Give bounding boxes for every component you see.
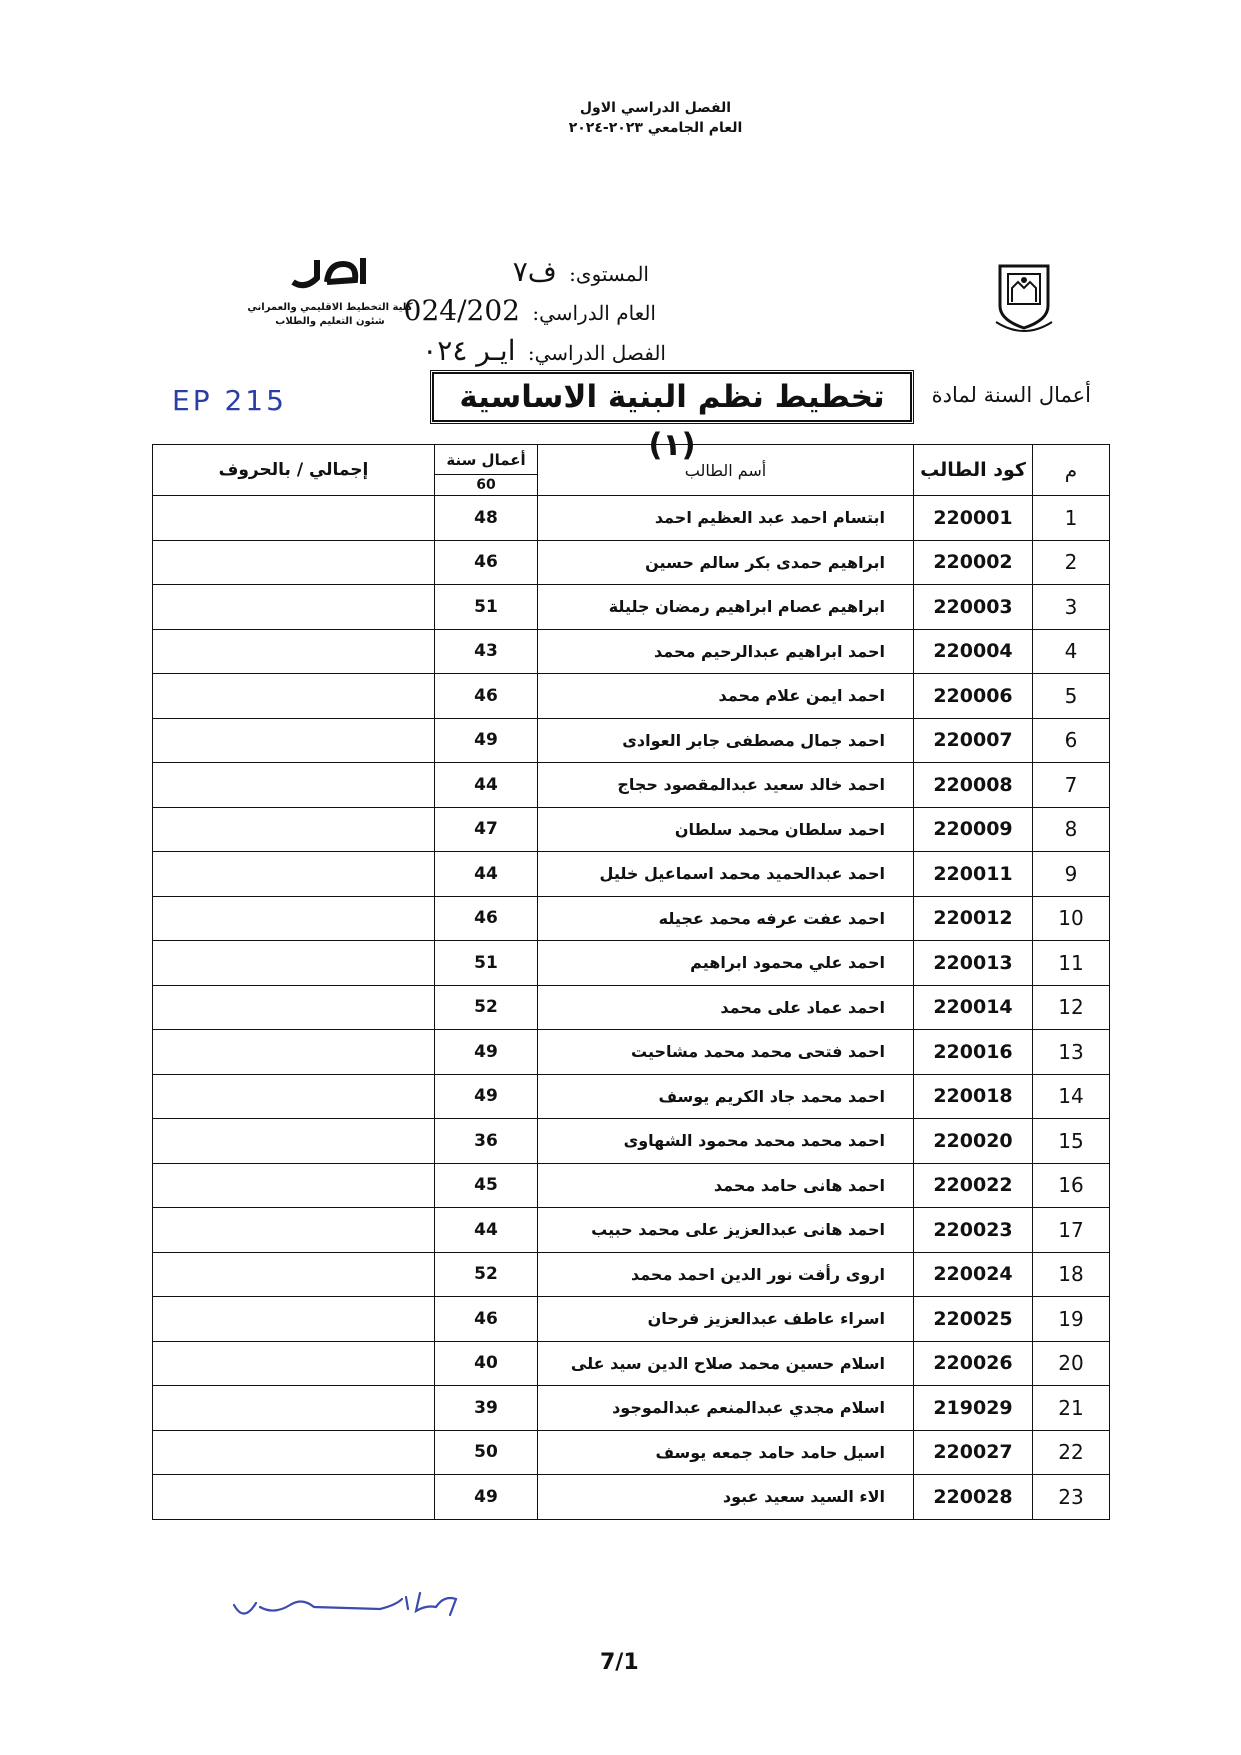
row-mark: 44: [435, 1208, 538, 1253]
row-student-name: اروى رأفت نور الدين احمد محمد: [538, 1252, 914, 1297]
row-mark: 46: [435, 540, 538, 585]
row-index: 3: [1033, 585, 1110, 630]
row-student-code: 220013: [914, 941, 1033, 986]
row-mark: 44: [435, 763, 538, 808]
row-total: [153, 1386, 435, 1431]
table-row: [153, 852, 1110, 897]
row-index: 11: [1033, 941, 1110, 986]
row-student-name: احمد ابراهيم عبدالرحيم محمد: [538, 629, 914, 674]
row-student-name: الاء السيد سعيد عبود: [538, 1475, 914, 1520]
table-body: [153, 496, 1110, 1520]
row-student-name: احمد ايمن علام محمد: [538, 674, 914, 719]
row-student-code: 220011: [914, 852, 1033, 897]
table-row: [153, 807, 1110, 852]
row-index: 21: [1033, 1386, 1110, 1431]
row-student-code: 220014: [914, 985, 1033, 1030]
row-index: 1: [1033, 496, 1110, 541]
row-student-code: 220020: [914, 1119, 1033, 1164]
row-mark: 49: [435, 1074, 538, 1119]
row-index: 14: [1033, 1074, 1110, 1119]
row-student-code: 220006: [914, 674, 1033, 719]
table-row: [153, 763, 1110, 808]
table-row: [153, 674, 1110, 719]
row-student-name: اسلام مجدي عبدالمنعم عبدالموجود: [538, 1386, 914, 1431]
header-name: أسم الطالب: [538, 445, 914, 496]
page-number: 7/1: [600, 1650, 639, 1675]
table-row: [153, 1163, 1110, 1208]
year-value: 024/202: [403, 294, 520, 327]
row-student-name: احمد خالد سعيد عبدالمقصود حجاج: [538, 763, 914, 808]
table-row: [153, 985, 1110, 1030]
row-student-code: 220026: [914, 1341, 1033, 1386]
table-row: [153, 540, 1110, 585]
row-index: 7: [1033, 763, 1110, 808]
table-row: [153, 1297, 1110, 1342]
table-row: [153, 1119, 1110, 1164]
faculty-name: كلية التخطيط الاقليمي والعمراني: [247, 302, 413, 313]
header-mark-label: أعمال سنة: [435, 445, 537, 475]
row-total: [153, 674, 435, 719]
row-index: 4: [1033, 629, 1110, 674]
row-mark: 52: [435, 1252, 538, 1297]
row-student-code: 220027: [914, 1430, 1033, 1475]
row-student-code: 220024: [914, 1252, 1033, 1297]
table-row: [153, 629, 1110, 674]
row-student-name: احمد عبدالحميد محمد اسماعيل خليل: [538, 852, 914, 897]
row-student-code: 220023: [914, 1208, 1033, 1253]
header-code: كود الطالب: [914, 445, 1033, 496]
level-line: [513, 255, 649, 288]
table-row: [153, 1252, 1110, 1297]
row-total: [153, 496, 435, 541]
row-student-code: 220022: [914, 1163, 1033, 1208]
row-total: [153, 718, 435, 763]
row-student-name: احمد محمد محمد محمود الشهاوى: [538, 1119, 914, 1164]
row-total: [153, 941, 435, 986]
table-row: [153, 718, 1110, 763]
course-code-handwritten: EP 215: [172, 384, 287, 417]
row-total: [153, 1030, 435, 1075]
row-student-code: 220008: [914, 763, 1033, 808]
row-student-name: احمد فتحى محمد محمد مشاحيت: [538, 1030, 914, 1075]
row-mark: 48: [435, 496, 538, 541]
academic-year: العام الجامعي ٢٠٢٣-٢٠٢٤: [568, 120, 743, 136]
row-index: 9: [1033, 852, 1110, 897]
row-mark: 36: [435, 1119, 538, 1164]
header-index: م: [1033, 445, 1110, 496]
row-mark: 43: [435, 629, 538, 674]
row-student-name: احمد هانى حامد محمد: [538, 1163, 914, 1208]
row-student-code: 220012: [914, 896, 1033, 941]
faculty-logo: [245, 252, 415, 342]
row-student-code: 220025: [914, 1297, 1033, 1342]
row-student-name: احمد سلطان محمد سلطان: [538, 807, 914, 852]
row-mark: 40: [435, 1341, 538, 1386]
row-student-code: 220007: [914, 718, 1033, 763]
row-index: 20: [1033, 1341, 1110, 1386]
row-mark: 39: [435, 1386, 538, 1431]
university-logo: [990, 262, 1058, 336]
row-student-code: 220003: [914, 585, 1033, 630]
row-student-name: احمد عفت عرفه محمد عجيله: [538, 896, 914, 941]
signature: [230, 1575, 470, 1635]
row-index: 5: [1033, 674, 1110, 719]
header-total: إجمالي / بالحروف: [153, 445, 435, 496]
row-student-code: 220001: [914, 496, 1033, 541]
row-index: 2: [1033, 540, 1110, 585]
row-index: 16: [1033, 1163, 1110, 1208]
row-student-code: 220004: [914, 629, 1033, 674]
row-total: [153, 1430, 435, 1475]
row-total: [153, 1208, 435, 1253]
row-index: 13: [1033, 1030, 1110, 1075]
table-row: [153, 1341, 1110, 1386]
row-student-name: ابراهيم عصام ابراهيم رمضان جليلة: [538, 585, 914, 630]
row-index: 6: [1033, 718, 1110, 763]
row-mark: 46: [435, 674, 538, 719]
row-student-name: اسلام حسين محمد صلاح الدين سيد على: [538, 1341, 914, 1386]
level-label: المستوى:: [569, 262, 649, 286]
table-header-row: [153, 445, 1110, 496]
row-index: 22: [1033, 1430, 1110, 1475]
year-line: [404, 294, 656, 327]
row-student-code: 220028: [914, 1475, 1033, 1520]
row-mark: 51: [435, 585, 538, 630]
table-row: [153, 496, 1110, 541]
semester-label: الفصل الدراسي:: [527, 341, 666, 365]
row-mark: 44: [435, 852, 538, 897]
row-total: [153, 1252, 435, 1297]
faculty-emblem: [245, 252, 415, 301]
table-row: [153, 1208, 1110, 1253]
table-row: [153, 1030, 1110, 1075]
table-row: [153, 1430, 1110, 1475]
row-index: 8: [1033, 807, 1110, 852]
row-total: [153, 1119, 435, 1164]
row-mark: 45: [435, 1163, 538, 1208]
row-total: [153, 1297, 435, 1342]
row-mark: 47: [435, 807, 538, 852]
row-mark: 50: [435, 1430, 538, 1475]
row-total: [153, 852, 435, 897]
row-index: 15: [1033, 1119, 1110, 1164]
row-total: [153, 629, 435, 674]
row-student-code: 220016: [914, 1030, 1033, 1075]
row-index: 10: [1033, 896, 1110, 941]
faculty-department: شئون التعليم والطلاب: [275, 316, 385, 327]
row-index: 23: [1033, 1475, 1110, 1520]
row-student-name: ابراهيم حمدى بكر سالم حسين: [538, 540, 914, 585]
table-row: [153, 896, 1110, 941]
row-mark: 46: [435, 896, 538, 941]
table-row: [153, 1475, 1110, 1520]
row-mark: 52: [435, 985, 538, 1030]
row-student-name: اسيل حامد حامد جمعه يوسف: [538, 1430, 914, 1475]
row-student-name: احمد علي محمود ابراهيم: [538, 941, 914, 986]
row-total: [153, 1475, 435, 1520]
row-student-code: 220018: [914, 1074, 1033, 1119]
row-total: [153, 985, 435, 1030]
course-title: تخطيط نظم البنية الاساسية (١): [430, 370, 914, 424]
row-total: [153, 540, 435, 585]
row-mark: 49: [435, 718, 538, 763]
row-total: [153, 896, 435, 941]
row-index: 12: [1033, 985, 1110, 1030]
grades-table: [152, 444, 1110, 1520]
row-mark: 49: [435, 1475, 538, 1520]
table-row: [153, 941, 1110, 986]
row-total: [153, 585, 435, 630]
table-row: [153, 585, 1110, 630]
row-total: [153, 1341, 435, 1386]
row-mark: 51: [435, 941, 538, 986]
semester-value: ايـر ٠٢٤: [422, 334, 516, 367]
row-index: 19: [1033, 1297, 1110, 1342]
row-student-code: 220009: [914, 807, 1033, 852]
course-label: أعمال السنة لمادة: [931, 383, 1091, 407]
row-total: [153, 1074, 435, 1119]
table-row: [153, 1386, 1110, 1431]
table-row: [153, 1074, 1110, 1119]
row-index: 17: [1033, 1208, 1110, 1253]
header-mark: [435, 445, 538, 496]
row-student-code: 219029: [914, 1386, 1033, 1431]
row-student-name: احمد محمد جاد الكريم يوسف: [538, 1074, 914, 1119]
row-student-name: احمد عماد على محمد: [538, 985, 914, 1030]
row-mark: 49: [435, 1030, 538, 1075]
year-label: العام الدراسي:: [532, 301, 656, 325]
row-index: 18: [1033, 1252, 1110, 1297]
header-mark-max: 60: [476, 477, 496, 493]
semester-line: [422, 334, 666, 367]
row-student-name: ابتسام احمد عبد العظيم احمد: [538, 496, 914, 541]
row-mark: 46: [435, 1297, 538, 1342]
row-total: [153, 807, 435, 852]
row-total: [153, 1163, 435, 1208]
row-total: [153, 763, 435, 808]
row-student-name: احمد جمال مصطفى جابر العوادى: [538, 718, 914, 763]
row-student-name: اسراء عاطف عبدالعزيز فرحان: [538, 1297, 914, 1342]
semester-header: [0, 98, 1241, 138]
level-value: ف٧: [512, 255, 557, 288]
row-student-name: احمد هانى عبدالعزيز على محمد حبيب: [538, 1208, 914, 1253]
semester-title: الفصل الدراسي الاول: [579, 100, 732, 116]
row-student-code: 220002: [914, 540, 1033, 585]
